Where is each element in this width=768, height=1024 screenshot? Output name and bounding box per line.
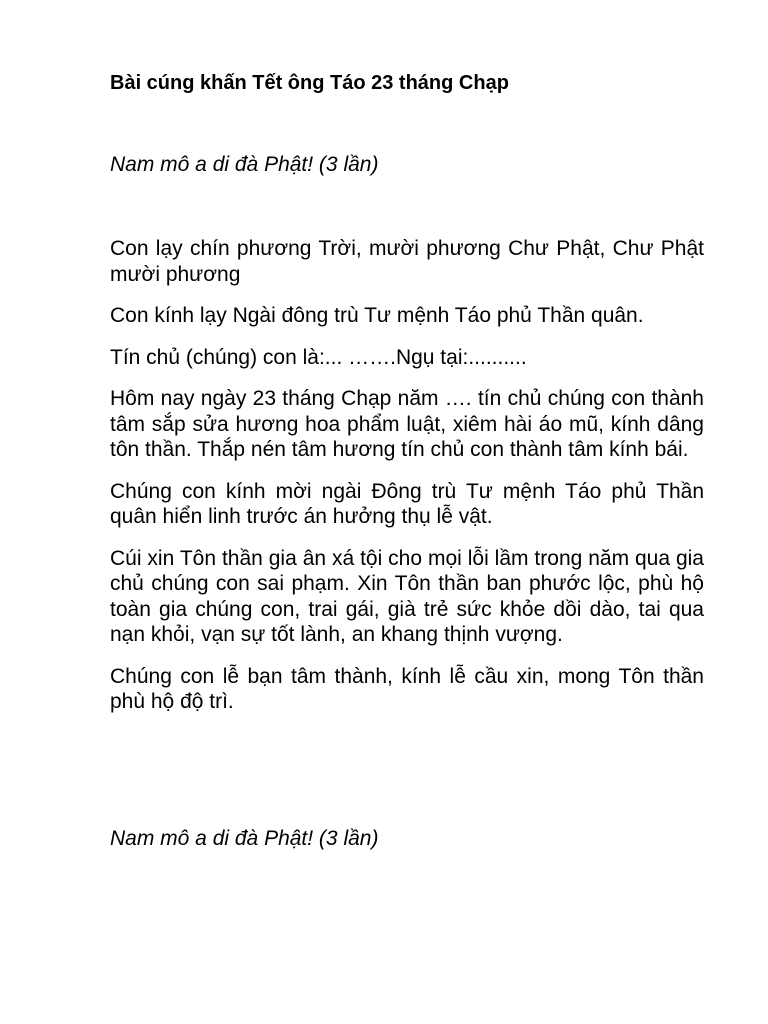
paragraph-greeting: Con lạy chín phương Trời, mười phương Chư Phật, Chư Phật mười phương [110, 237, 704, 286]
opening-invocation: Nam mô a di đà Phật! (3 lần) [110, 153, 379, 176]
paragraph-offering: Hôm nay ngày 23 tháng Chạp năm …. tín chủ chúng con thành tâm sắp sửa hương hoa phẩm luật, xiêm hài áo mũ, kính dâng tôn thần. Thắp nén tâm hương tín chủ con thành tâm kính bái. [110, 387, 704, 461]
paragraph-closing: Chúng con lễ bạn tâm thành, kính lễ cầu xin, mong Tôn thần phù hộ độ trì. [110, 664, 704, 713]
paragraph-invitation: Chúng con kính mời ngài Đông trù Tư mệnh Táo phủ Thần quân hiển linh trước án hưởng thụ lễ vật. [110, 479, 704, 528]
paragraph-identity: Tín chủ (chúng) con là:... …….Ngụ tại:.......... [110, 345, 527, 369]
paragraph-petition: Cúi xin Tôn thần gia ân xá tội cho mọi lỗi lầm trong năm qua gia chủ chúng con sai phạm. Xin Tôn thần ban phước lộc, phù hộ toàn gia chúng con, trai gái, già trẻ sức khỏe dồi dào, tai qua nạn khỏi, vạn sự tốt lành, an khang thịnh vượng. [110, 546, 704, 646]
closing-invocation: Nam mô a di đà Phật! (3 lần) [110, 827, 379, 850]
paragraph-salutation: Con kính lạy Ngài đông trù Tư mệnh Táo phủ Thần quân. [110, 304, 644, 327]
document-title: Bài cúng khấn Tết ông Táo 23 tháng Chạp [110, 72, 509, 94]
prayer-body [110, 236, 704, 731]
